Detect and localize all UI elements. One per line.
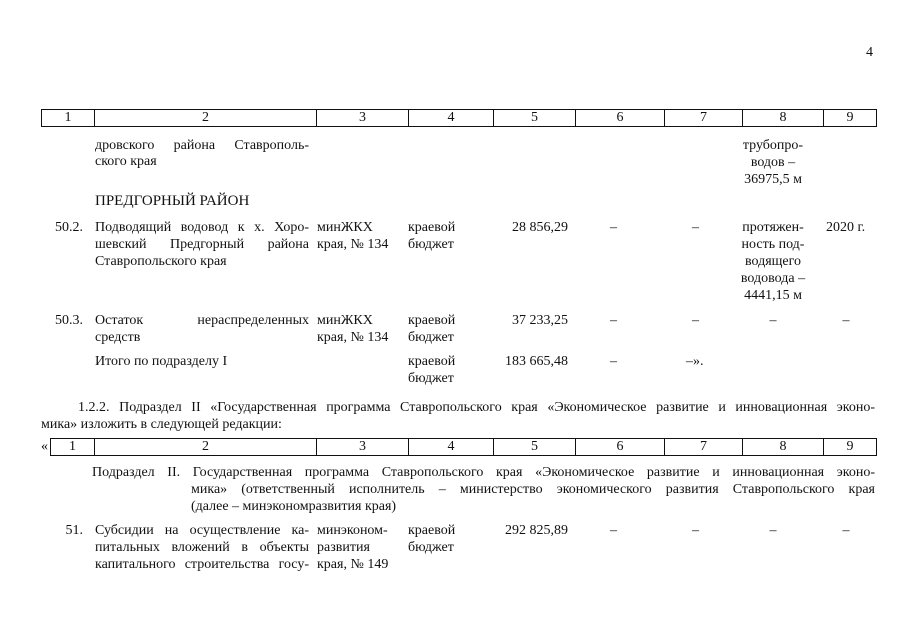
row-50-3-number: 50.3.: [55, 313, 83, 328]
col-header-7: 7: [665, 439, 743, 456]
row-51-col3-line3: края, № 149: [317, 557, 389, 572]
row-50-2-amount: 28 856,29: [512, 220, 568, 235]
row-50-2-col4-line1: краевой: [408, 220, 456, 235]
row-51-number: 51.: [65, 523, 83, 538]
col-header-3: 3: [317, 439, 409, 456]
row-50-3-col4-line2: бюджет: [408, 330, 454, 345]
row-51-col2-line3: капитального строительства госу-: [95, 557, 309, 572]
row-50-3-col6: –: [610, 313, 617, 328]
col-header-2: 2: [95, 110, 317, 127]
row-50-3-col7: –: [692, 313, 699, 328]
row-50-2-col8-line: протяжен-: [742, 220, 804, 235]
page-number: 4: [866, 45, 873, 60]
continuation-col8-line: водов –: [750, 155, 796, 170]
subsection-heading-line2: мика» (ответственный исполнитель – министерство экономического развития Ставропольского края: [191, 482, 875, 497]
row-50-2-col2-line3: Ставропольского края: [95, 254, 227, 269]
total-amount: 183 665,48: [505, 354, 568, 369]
col-header-5: 5: [494, 439, 576, 456]
row-50-3-col4-line1: краевой: [408, 313, 456, 328]
total-col7: –».: [686, 354, 704, 369]
row-51-col9: –: [842, 523, 850, 538]
row-50-2-col6: –: [610, 220, 617, 235]
total-col4-line2: бюджет: [408, 371, 454, 386]
row-50-3-col2-line2: средств: [95, 330, 141, 345]
row-50-2-number: 50.2.: [55, 220, 83, 235]
row-51-col4-line2: бюджет: [408, 540, 454, 555]
col-header-6: 6: [576, 439, 665, 456]
row-50-2-col3-line2: края, № 134: [317, 237, 389, 252]
row-50-2-col8-line: водовода –: [740, 271, 806, 286]
row-50-2-col8-line: ность под-: [741, 237, 805, 252]
row-50-3-col3-line1: минЖКХ: [317, 313, 373, 328]
row-51-col7: –: [692, 523, 699, 538]
row-51-col2-line1: Субсидии на осуществление ка-: [95, 523, 309, 538]
instruction-line1: 1.2.2. Подраздел II «Государственная программа Ставропольского края «Экономическое развитие и инновационная эконо-: [78, 400, 875, 415]
row-51-col4-line1: краевой: [408, 523, 456, 538]
subsection-heading-line3: (далее – минэкономразвития края): [191, 499, 397, 514]
column-header-strip-2: [50, 438, 877, 456]
col-header-8: 8: [743, 110, 824, 127]
row-50-2-col8-line: водящего: [744, 254, 802, 269]
row-50-2-col8-line: 4441,15 м: [744, 288, 802, 303]
col-header-1: 1: [42, 110, 95, 127]
continuation-col2-line2: ского края: [95, 154, 157, 169]
continuation-col8-line: трубопро-: [742, 138, 804, 153]
column-header-strip-1: [41, 109, 877, 127]
col-header-4: 4: [409, 110, 494, 127]
col-header-9: 9: [824, 110, 877, 127]
row-51-col3-line1: минэконом-: [317, 523, 388, 538]
col-header-7: 7: [665, 110, 743, 127]
row-50-2-col2-line1: Подводящий водовод к х. Хоро-: [95, 220, 309, 235]
row-51-col3-line2: развития: [317, 540, 370, 555]
row-50-3-amount: 37 233,25: [512, 313, 568, 328]
opening-quote: «: [41, 439, 48, 454]
row-50-2-col7: –: [692, 220, 699, 235]
row-50-3-col8: –: [769, 313, 777, 328]
col-header-9: 9: [824, 439, 877, 456]
row-50-2-col4-line2: бюджет: [408, 237, 454, 252]
row-51-col2-line2: питальных вложений в объекты: [95, 540, 309, 555]
instruction-line2: мика» изложить в следующей редакции:: [41, 417, 282, 432]
col-header-5: 5: [494, 110, 576, 127]
region-heading: ПРЕДГОРНЫЙ РАЙОН: [95, 193, 250, 209]
col-header-8: 8: [743, 439, 824, 456]
col-header-1: 1: [51, 439, 95, 456]
col-header-4: 4: [409, 439, 494, 456]
row-51-amount: 292 825,89: [505, 523, 568, 538]
col-header-2: 2: [95, 439, 317, 456]
row-50-2-year: 2020 г.: [826, 220, 866, 235]
total-label: Итого по подразделу I: [95, 354, 228, 369]
row-50-3-col3-line2: края, № 134: [317, 330, 389, 345]
continuation-col8: [731, 137, 815, 188]
subsection-heading-line1: Подраздел II. Государственная программа Ставропольского края «Экономическое развитие и инновационная эконо-: [92, 465, 875, 480]
row-50-3-col2-line1: Остаток нераспределенных: [95, 313, 309, 328]
row-50-2-col3-line1: минЖКХ: [317, 220, 373, 235]
row-50-2-col8: [731, 219, 815, 304]
row-51-col6: –: [610, 523, 617, 538]
total-col4-line1: краевой: [408, 354, 456, 369]
row-50-2-col2-line2: шевский Предгорный района: [95, 237, 309, 252]
col-header-6: 6: [576, 110, 665, 127]
col-header-3: 3: [317, 110, 409, 127]
row-50-3-col9: –: [842, 313, 850, 328]
continuation-col8-line: 36975,5 м: [744, 172, 802, 187]
continuation-col2-line1: дровского района Ставрополь-: [95, 138, 309, 153]
total-col6: –: [610, 354, 617, 369]
row-51-col8: –: [769, 523, 777, 538]
